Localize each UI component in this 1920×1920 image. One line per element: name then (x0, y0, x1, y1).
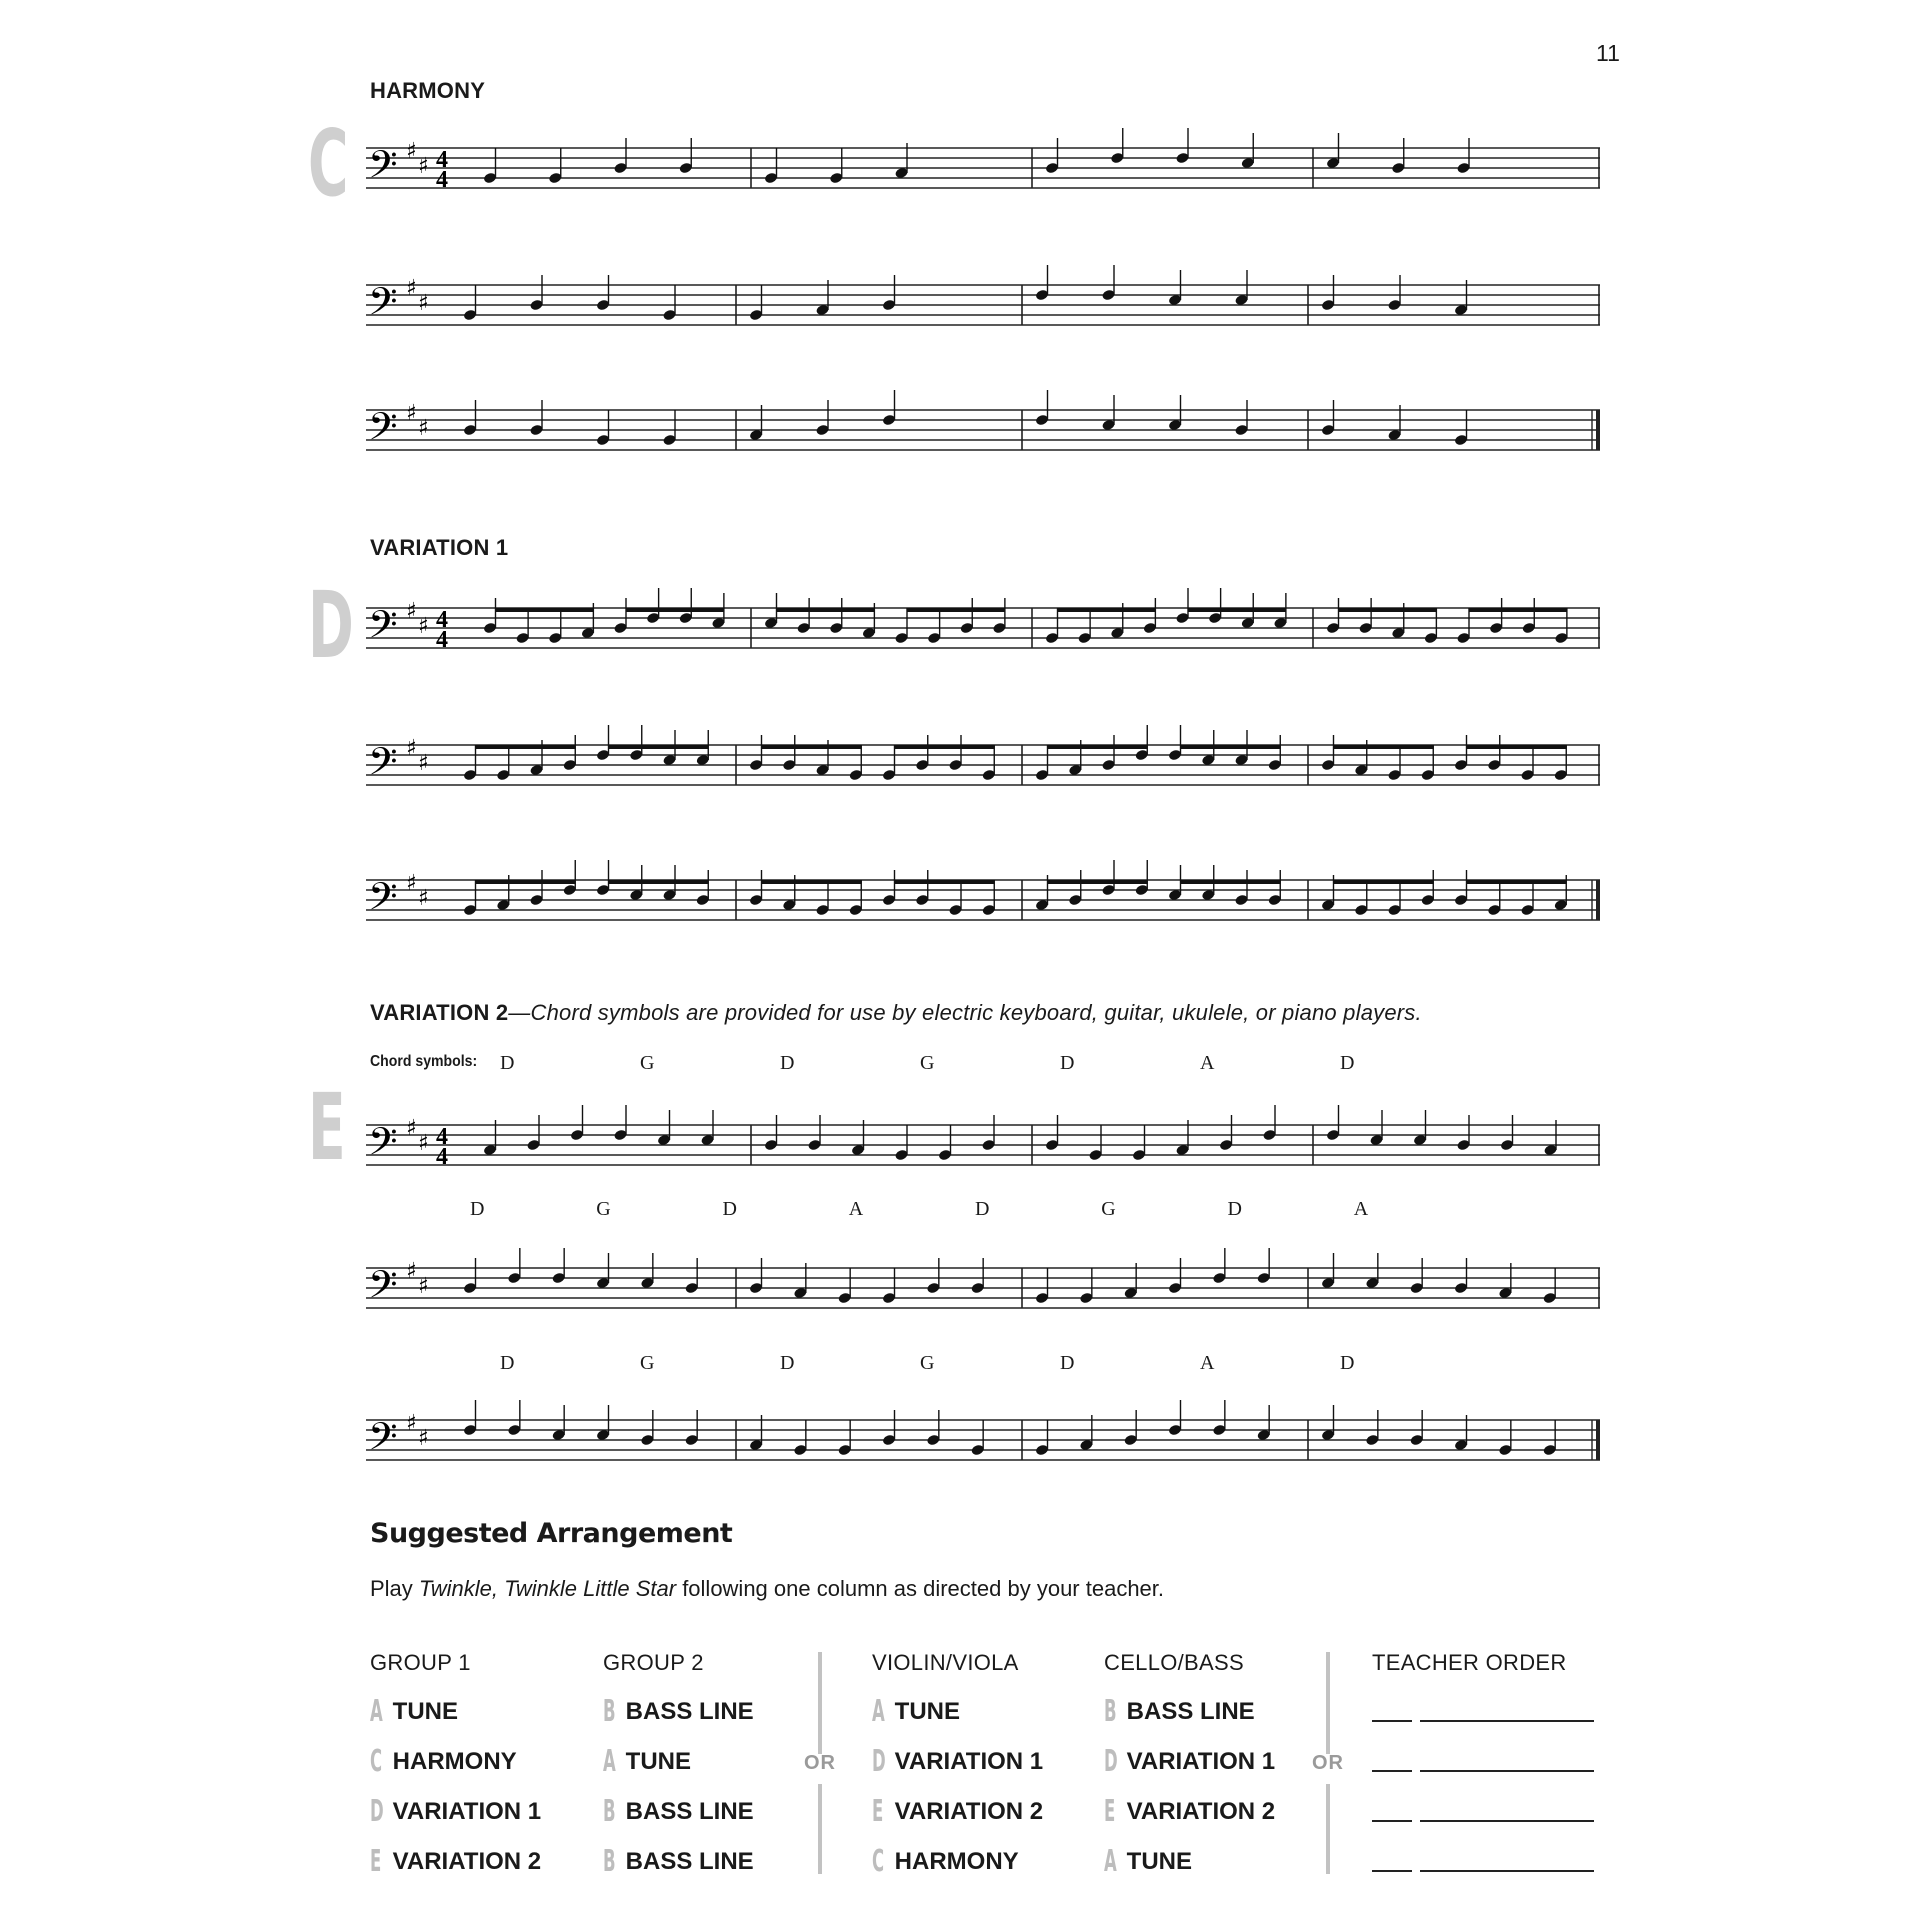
arrangement-item (603, 1794, 754, 1829)
blank-line (1420, 1820, 1594, 1822)
chord-symbol: D (1340, 1052, 1355, 1074)
arrangement-item-letter: E (872, 1794, 884, 1829)
blank-number (1372, 1870, 1412, 1872)
arrangement-item (603, 1844, 754, 1879)
separator-bar (818, 1784, 822, 1874)
arrangement-item-letter: D (1104, 1744, 1118, 1779)
song-title: Twinkle, Twinkle Little Star (418, 1576, 677, 1601)
arrangement-item (1104, 1794, 1275, 1829)
arrangement-item-letter: B (603, 1694, 616, 1729)
teacher-order-header: TEACHER ORDER (1372, 1650, 1567, 1675)
separator-bar (1326, 1784, 1330, 1874)
arrangement-item-label: BASS LINE (619, 1698, 754, 1725)
arrangement-item-label: TUNE (386, 1698, 458, 1725)
sharp-icon: ♯ (418, 1274, 429, 1299)
arrangement-item-label: VARIATION 1 (888, 1748, 1044, 1775)
arrangement-item-label: BASS LINE (619, 1848, 754, 1875)
arrangement-item-label: VARIATION 2 (888, 1798, 1044, 1825)
arrangement-item (872, 1744, 1043, 1779)
beam (475, 745, 576, 749)
final-barline-thick (1596, 1420, 1600, 1460)
chord-symbol: D (780, 1352, 795, 1374)
chord-symbol: A (1200, 1052, 1215, 1074)
beam (1466, 745, 1567, 749)
section-title: HARMONY (370, 78, 486, 103)
arrangement-item-label: BASS LINE (619, 1798, 754, 1825)
sharp-icon: ♯ (418, 614, 429, 639)
section-letter-d: D (308, 572, 354, 679)
staff (366, 245, 1610, 355)
column-header: GROUP 1 (370, 1650, 471, 1675)
separator-bar (1326, 1652, 1330, 1754)
beam (1047, 880, 1148, 884)
sharp-icon: ♯ (406, 1259, 417, 1284)
chord-symbol: A (848, 1198, 864, 1220)
arrangement-item (872, 1794, 1043, 1829)
sharp-icon: ♯ (406, 599, 417, 624)
instr-after: following one column as directed by your teacher. (676, 1576, 1165, 1601)
chord-symbol: G (920, 1052, 935, 1074)
blank-line (1420, 1770, 1594, 1772)
beam (1333, 880, 1434, 884)
arrangement-item-label: HARMONY (888, 1848, 1019, 1875)
arrangement-item-letter: C (872, 1844, 885, 1879)
chord-symbol: D (500, 1352, 515, 1374)
time-sig-top: 4 (436, 607, 448, 633)
beam (608, 745, 709, 749)
arrangement-item-letter: B (603, 1794, 616, 1829)
staff (366, 1228, 1610, 1338)
chord-symbol: D (975, 1198, 990, 1220)
blank-line (1420, 1720, 1594, 1722)
separator-or: OR (1312, 1752, 1344, 1774)
sharp-icon: ♯ (406, 401, 417, 426)
arrangement-item (370, 1794, 541, 1829)
section-heading-variation-1 (370, 535, 508, 561)
staff (366, 370, 1610, 480)
time-sig-top: 4 (436, 1124, 448, 1150)
arrangement-instructions (370, 1576, 1164, 1602)
staff (366, 108, 1610, 218)
beam (475, 880, 576, 884)
arrangement-item-label: TUNE (619, 1748, 691, 1775)
arrangement-item-letter: D (872, 1744, 886, 1779)
beam (761, 880, 862, 884)
staff (366, 1380, 1610, 1490)
bass-clef-icon: 𝄢 (368, 874, 398, 928)
separator-bar (818, 1652, 822, 1754)
arrangement-item-label: VARIATION 2 (386, 1848, 542, 1875)
final-barline-thick (1596, 880, 1600, 920)
chord-symbol: D (1060, 1052, 1075, 1074)
arrangement-item-letter: A (872, 1694, 885, 1729)
blank-number (1372, 1720, 1412, 1722)
bass-clef-icon: 𝄢 (368, 142, 398, 196)
arrangement-item (603, 1744, 691, 1779)
beam (608, 880, 709, 884)
arrangement-item-label: VARIATION 2 (1120, 1798, 1276, 1825)
sharp-icon: ♯ (418, 291, 429, 316)
chord-symbol: D (1227, 1198, 1242, 1220)
arrangement-title: Suggested Arrangement (370, 1518, 733, 1549)
blank-number (1372, 1770, 1412, 1772)
bass-clef-icon: 𝄢 (368, 1262, 398, 1316)
section-description: —Chord symbols are provided for use by electric keyboard, guitar, ukulele, or piano players. (508, 1000, 1422, 1025)
chord-symbol: G (640, 1352, 655, 1374)
chord-symbol: D (500, 1052, 515, 1074)
time-sig-bottom: 4 (436, 627, 448, 653)
column-header: GROUP 2 (603, 1650, 704, 1675)
section-letter-c: C (308, 110, 349, 217)
staff (366, 705, 1610, 815)
beam (626, 608, 725, 612)
beam (1338, 608, 1437, 612)
beam (495, 608, 594, 612)
beam (776, 608, 875, 612)
arrangement-item (370, 1694, 458, 1729)
beam (1188, 608, 1287, 612)
beam (1047, 745, 1148, 749)
final-barline-thick (1596, 410, 1600, 450)
sharp-icon: ♯ (406, 871, 417, 896)
arrangement-item (603, 1694, 754, 1729)
arrangement-item (1104, 1744, 1275, 1779)
blank-line (1420, 1870, 1594, 1872)
arrangement-item-letter: B (1104, 1694, 1117, 1729)
sharp-icon: ♯ (406, 276, 417, 301)
arrangement-item-label: VARIATION 1 (386, 1798, 542, 1825)
chord-symbol: A (1353, 1198, 1369, 1220)
bass-clef-icon: 𝄢 (368, 1414, 398, 1468)
sharp-icon: ♯ (418, 886, 429, 911)
sharp-icon: ♯ (406, 1411, 417, 1436)
arrangement-item-label: BASS LINE (1120, 1698, 1255, 1725)
section-title: VARIATION 1 (370, 535, 509, 560)
chord-symbol: D (1340, 1352, 1355, 1374)
chord-symbol: D (722, 1198, 737, 1220)
page-number: 11 (1596, 40, 1620, 66)
chord-symbol: D (780, 1052, 795, 1074)
arrangement-item-letter: A (1104, 1844, 1117, 1879)
sharp-icon: ♯ (406, 1116, 417, 1141)
beam (1469, 608, 1568, 612)
arrangement-item-letter: E (1104, 1794, 1116, 1829)
sharp-icon: ♯ (418, 1426, 429, 1451)
arrangement-item (1104, 1844, 1192, 1879)
arrangement-item-label: TUNE (888, 1698, 960, 1725)
separator-or: OR (804, 1752, 836, 1774)
bass-clef-icon: 𝄢 (368, 739, 398, 793)
arrangement-item-label: VARIATION 1 (1120, 1748, 1276, 1775)
beam (894, 880, 995, 884)
bass-clef-icon: 𝄢 (368, 404, 398, 458)
instr-before: Play (370, 1576, 419, 1601)
arrangement-item-label: TUNE (1120, 1848, 1192, 1875)
chord-symbol: G (596, 1198, 611, 1220)
time-sig-bottom: 4 (436, 1144, 448, 1170)
sharp-icon: ♯ (406, 139, 417, 164)
time-sig-bottom: 4 (436, 167, 448, 193)
bass-clef-icon: 𝄢 (368, 1119, 398, 1173)
staff (366, 1085, 1610, 1195)
chord-symbol: G (1101, 1198, 1116, 1220)
arrangement-item (370, 1844, 541, 1879)
beam (1333, 745, 1434, 749)
arrangement-item-letter: D (370, 1794, 384, 1829)
beam (894, 745, 995, 749)
chord-symbol: G (640, 1052, 655, 1074)
chord-symbol: A (1200, 1352, 1215, 1374)
sharp-icon: ♯ (406, 736, 417, 761)
time-sig-top: 4 (436, 147, 448, 173)
chord-symbol: D (1060, 1352, 1075, 1374)
beam (761, 745, 862, 749)
arrangement-item-label: HARMONY (386, 1748, 517, 1775)
sharp-icon: ♯ (418, 154, 429, 179)
section-letter-e: E (308, 1074, 346, 1181)
beam (907, 608, 1006, 612)
blank-number (1372, 1820, 1412, 1822)
arrangement-item-letter: B (603, 1844, 616, 1879)
section-title: VARIATION 2 (370, 1000, 509, 1025)
arrangement-item-letter: A (370, 1694, 383, 1729)
arrangement-item-letter: C (370, 1744, 383, 1779)
arrangement-item (370, 1744, 517, 1779)
section-heading-variation-2 (370, 1000, 1422, 1026)
chord-symbol: D (470, 1198, 485, 1220)
arrangement-item (1104, 1694, 1255, 1729)
beam (1057, 608, 1156, 612)
chord-symbols-label: Chord symbols: (370, 1053, 478, 1070)
arrangement-item-letter: A (603, 1744, 616, 1779)
bass-clef-icon: 𝄢 (368, 279, 398, 333)
beam (1180, 745, 1281, 749)
beam (1466, 880, 1567, 884)
beam (1180, 880, 1281, 884)
bass-clef-icon: 𝄢 (368, 602, 398, 656)
arrangement-item-letter: E (370, 1844, 382, 1879)
staff (366, 568, 1610, 678)
section-heading-harmony (370, 78, 485, 104)
arrangement-item (872, 1844, 1019, 1879)
chord-symbol: G (920, 1352, 935, 1374)
column-header: VIOLIN/VIOLA (872, 1650, 1019, 1675)
sharp-icon: ♯ (418, 1131, 429, 1156)
sharp-icon: ♯ (418, 416, 429, 441)
sharp-icon: ♯ (418, 751, 429, 776)
column-header: CELLO/BASS (1104, 1650, 1244, 1675)
staff (366, 840, 1610, 950)
arrangement-item (872, 1694, 960, 1729)
